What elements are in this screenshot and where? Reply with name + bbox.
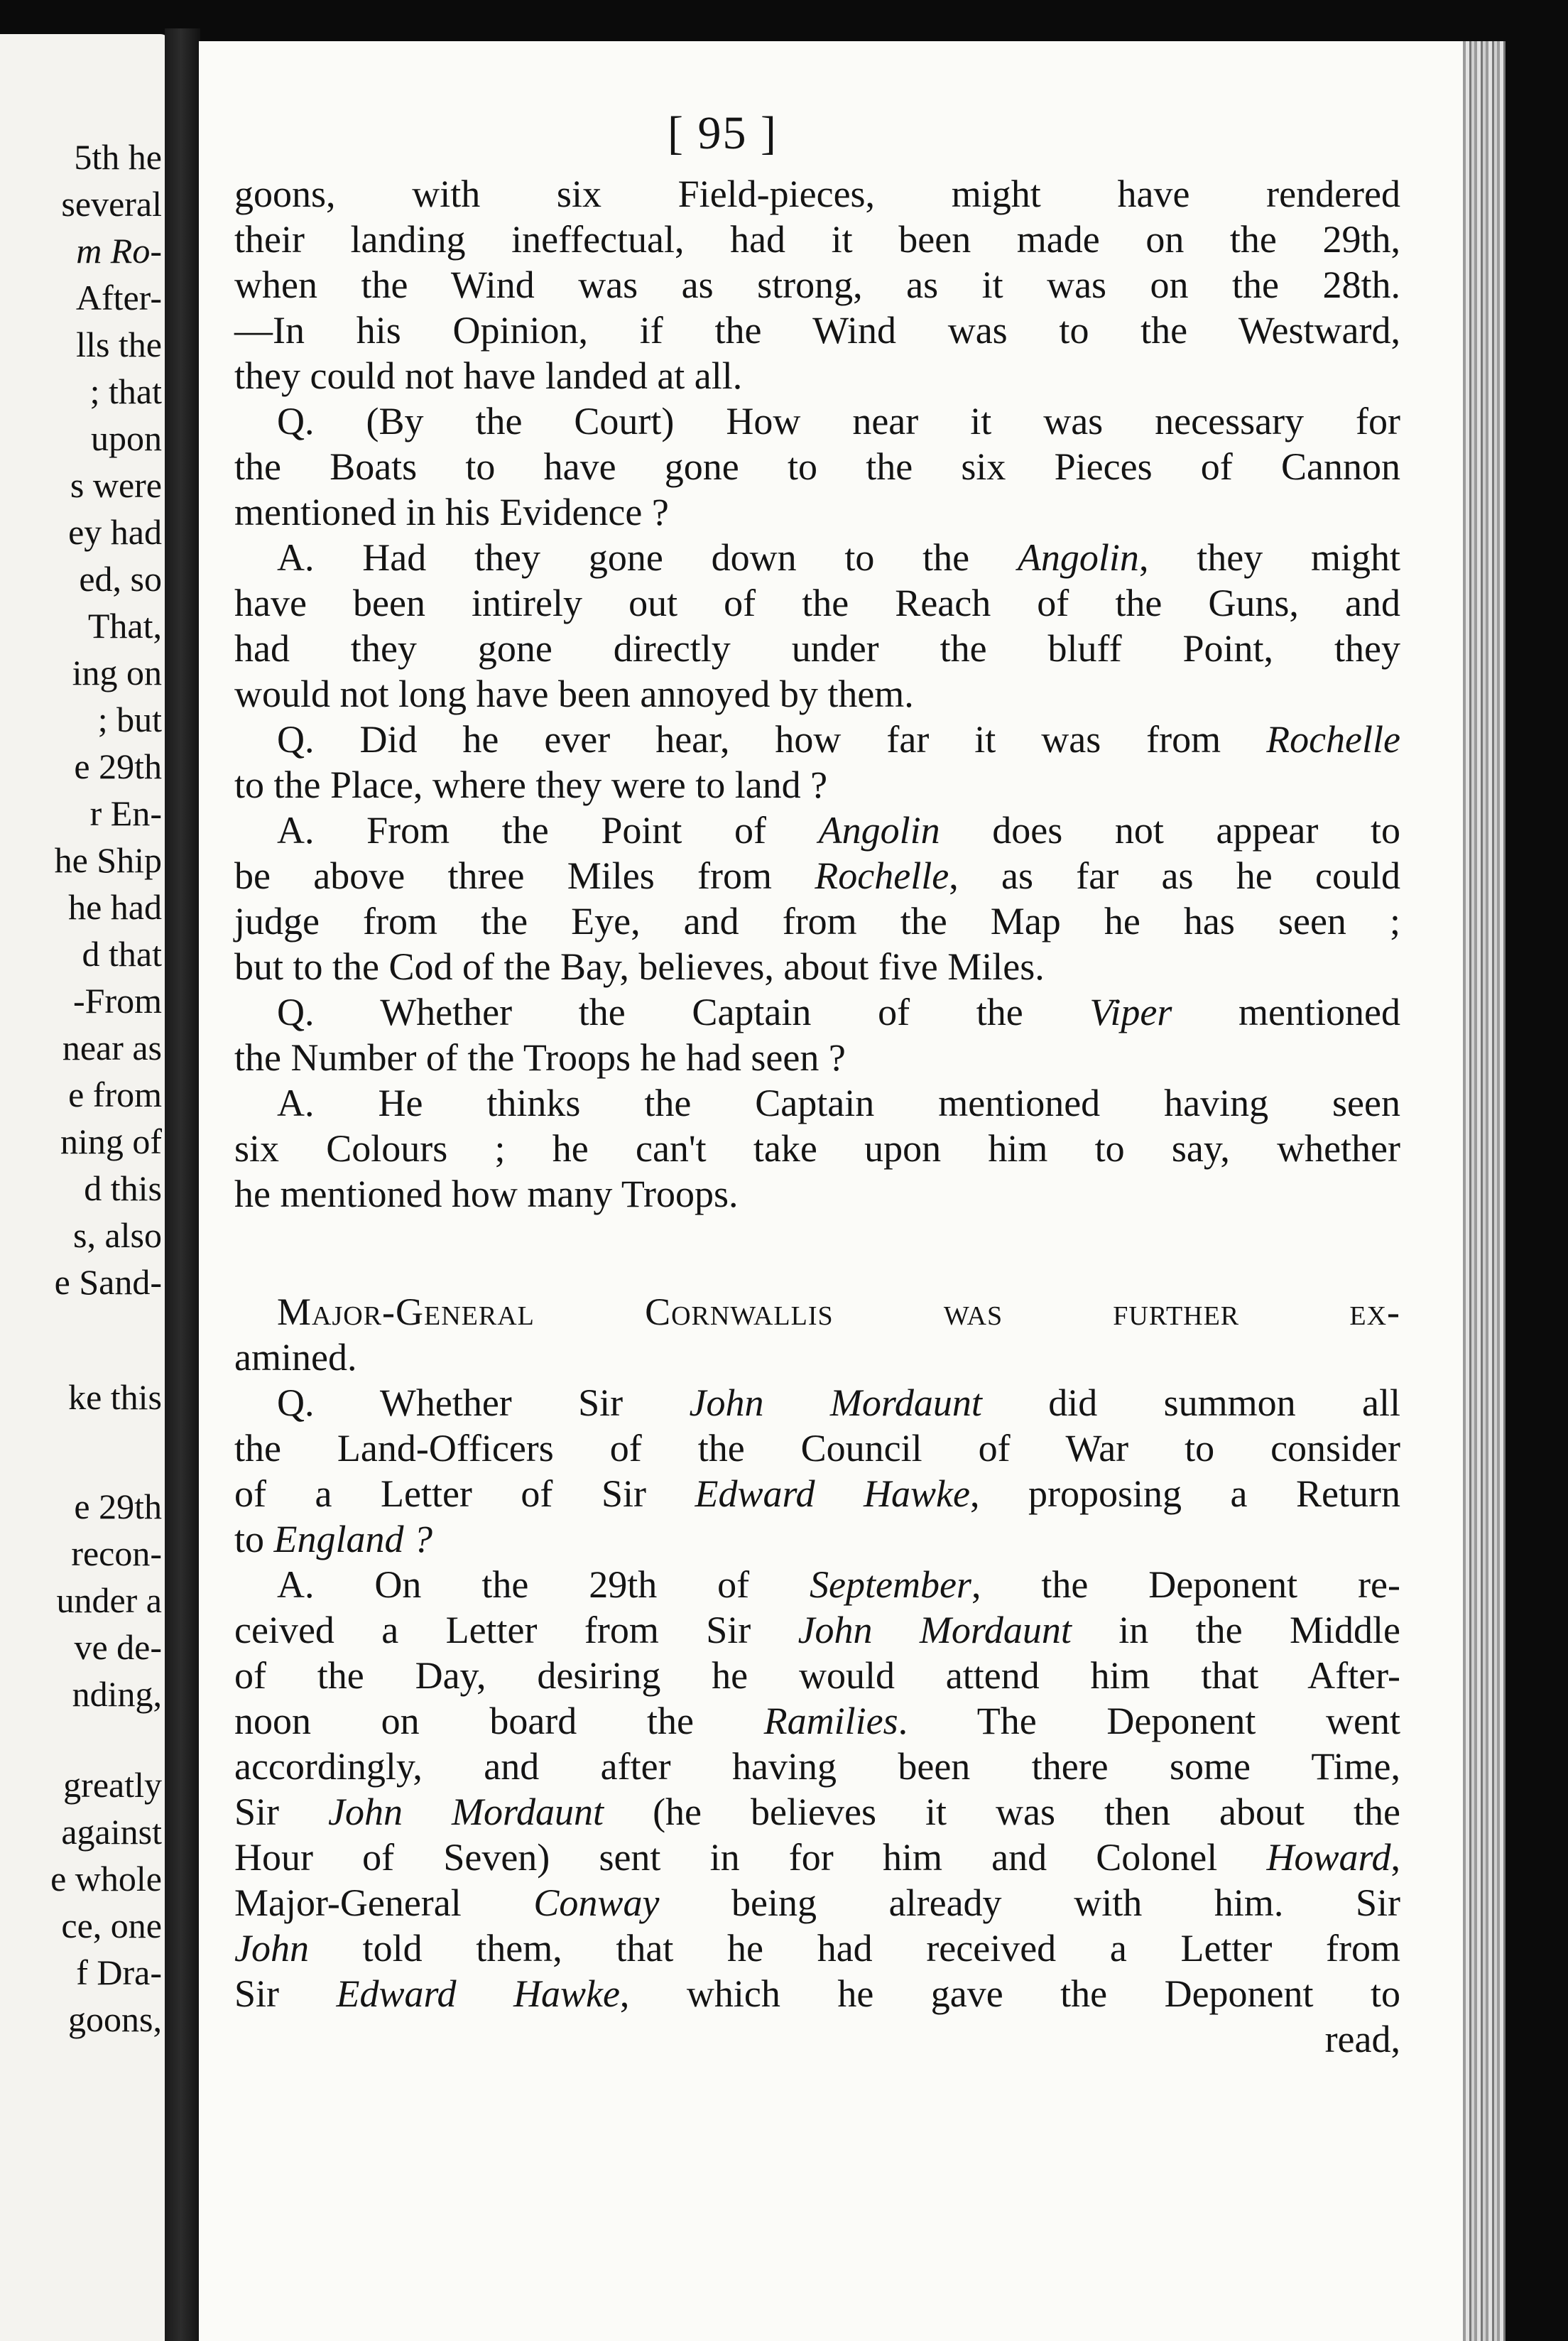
text-line: A. On the 29th of September, the Deponent re- [277, 1563, 1401, 1606]
left-page-line: recon- [71, 1533, 162, 1573]
section-heading-line: Major-General Cornwallis was further ex- [277, 1291, 1400, 1333]
text-line: Hour of Seven) sent in for him and Colonel Howard, [234, 1836, 1400, 1879]
left-page-line: ey had [68, 512, 162, 552]
left-page-line: under a [56, 1580, 162, 1620]
text-line: A. Had they gone down to the Angolin, they might [277, 536, 1401, 579]
text-line: judge from the Eye, and from the Map he has seen ; [234, 900, 1400, 943]
text-line: of a Letter of Sir Edward Hawke, proposing a Return [234, 1472, 1400, 1515]
left-page-line: m Ro- [76, 231, 162, 271]
left-page-line: ; but [97, 700, 162, 739]
left-page-line: ing on [72, 653, 162, 692]
text-line: of the Day, desiring he would attend him that After- [234, 1654, 1400, 1697]
text-line: goons, with six Field-pieces, might have rendered [234, 173, 1400, 215]
book-page [199, 41, 1506, 2341]
left-page-line: 5th he [74, 137, 162, 177]
left-page-line: he had [68, 887, 162, 927]
text-line: have been intirely out of the Reach of the Guns, and [234, 582, 1400, 624]
left-page-line: ve de- [74, 1627, 162, 1667]
left-page-line: nding, [72, 1674, 162, 1714]
previous-page-fragment [0, 34, 169, 2341]
text-line: be above three Miles from Rochelle, as far as he could [234, 854, 1401, 897]
text-line: John told them, that he had received a Letter from [234, 1927, 1400, 1970]
text-line: A. From the Point of Angolin does not appear to [277, 809, 1400, 852]
left-page-line: ning of [60, 1121, 162, 1161]
left-page-line: s were [70, 465, 162, 505]
left-page-line: greatly [63, 1765, 162, 1805]
left-page-line: That, [87, 606, 162, 646]
left-page-line: e 29th [74, 1487, 162, 1526]
text-line: they could not have landed at all. [234, 354, 743, 397]
text-line: Sir John Mordaunt (he believes it was then about the [234, 1791, 1400, 1833]
left-page-line: After- [75, 278, 162, 317]
left-page-line: f Dra- [76, 1952, 162, 1992]
text-line: Sir Edward Hawke, which he gave the Deponent to [234, 1972, 1400, 2015]
text-line: the Land-Officers of the Council of War to consider [234, 1427, 1400, 1470]
page-number: [ 95 ] [668, 107, 778, 159]
left-page-line: e 29th [74, 746, 162, 786]
text-line: Q. Whether the Captain of the Viper mentioned [277, 991, 1401, 1033]
left-page-line: against [61, 1812, 162, 1852]
left-page-line: goons, [68, 1999, 162, 2039]
text-line: their landing ineffectual, had it been made on the 29th, [234, 218, 1400, 261]
text-line: when the Wind was as strong, as it was on the 28th. [234, 264, 1400, 306]
text-line: the Boats to have gone to the six Pieces of Cannon [234, 445, 1400, 488]
text-line: to the Place, where they were to land ? [234, 764, 828, 806]
text-line: had they gone directly under the bluff Point, they [234, 627, 1400, 670]
left-page-line: upon [91, 418, 162, 458]
text-line: six Colours ; he can't take upon him to say, whether [234, 1127, 1400, 1170]
text-line: to England ? [234, 1518, 433, 1560]
left-page-line: several [61, 184, 162, 224]
text-line: he mentioned how many Troops. [234, 1173, 739, 1215]
left-page-line: lls the [76, 325, 162, 364]
text-line: Q. Whether Sir John Mordaunt did summon all [277, 1381, 1400, 1424]
left-page-line: d that [82, 934, 162, 974]
text-line: Q. Did he ever hear, how far it was from Rochelle [277, 718, 1400, 761]
text-line: amined. [234, 1336, 357, 1379]
left-page-line: -From [73, 981, 162, 1021]
left-page-line: s, also [73, 1215, 162, 1255]
text-line: Q. (By the Court) How near it was necessary for [277, 400, 1400, 442]
left-page-line: r En- [89, 793, 162, 833]
left-page-line: ed, so [79, 559, 162, 599]
left-page-line: he Ship [54, 840, 162, 880]
text-line: but to the Cod of the Bay, believes, about five Miles. [234, 945, 1045, 988]
text-line: accordingly, and after having been there some Time, [234, 1745, 1400, 1788]
page-stack-edges [1463, 41, 1506, 2341]
text-line: A. He thinks the Captain mentioned having seen [277, 1082, 1400, 1124]
text-line: the Number of the Troops he had seen ? [234, 1036, 846, 1079]
text-line: ceived a Letter from Sir John Mordaunt in the Middle [234, 1609, 1400, 1651]
left-page-line: e from [68, 1075, 162, 1114]
left-page-line: d this [84, 1168, 162, 1208]
text-line: —In his Opinion, if the Wind was to the Westward, [234, 309, 1400, 352]
text-line: noon on board the Ramilies. The Deponent went [234, 1700, 1400, 1742]
left-page-line: ; that [89, 371, 162, 411]
text-line: mentioned in his Evidence ? [234, 491, 669, 533]
text-line: would not long have been annoyed by them. [234, 673, 914, 715]
left-page-line: e Sand- [54, 1262, 162, 1302]
book-gutter [165, 28, 200, 2341]
left-page-line: ke this [68, 1377, 162, 1417]
catchword: read, [1324, 2018, 1400, 2060]
left-page-line: ce, one [61, 1906, 162, 1945]
left-page-line: near as [62, 1028, 162, 1068]
left-page-line: e whole [50, 1859, 162, 1899]
text-line: Major-General Conway being already with him. Sir [234, 1881, 1400, 1924]
